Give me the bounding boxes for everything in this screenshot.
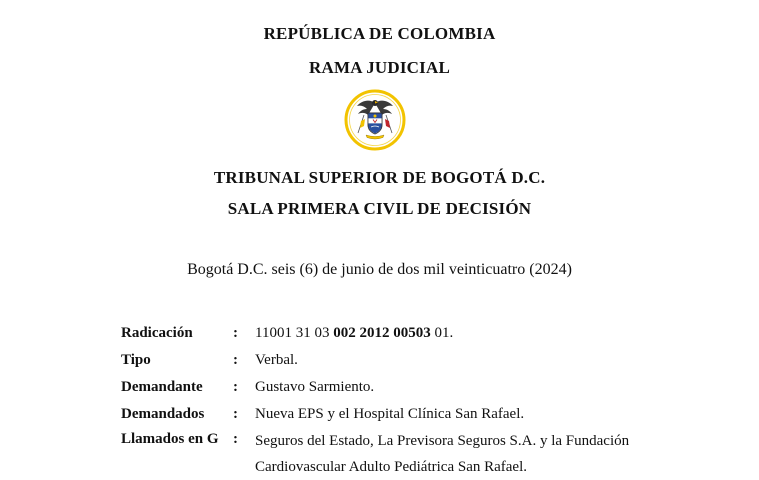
radicacion-value bbox=[255, 322, 453, 344]
radicacion-number: 002 2012 00503 bbox=[333, 325, 431, 341]
demandados-value: Nueva EPS y el Hospital Clínica San Rafael. bbox=[255, 406, 525, 422]
radicacion-label: Radicación bbox=[121, 325, 193, 341]
llamados-value: Seguros del Estado, La Previsora Seguros S.A. y la Fundación Cardiovascular Adulto Pediátrica San Rafael. bbox=[255, 433, 630, 475]
tipo-label: Tipo bbox=[121, 352, 151, 368]
demandados-colon: : bbox=[233, 406, 238, 422]
demandados-label: Demandados bbox=[121, 406, 205, 422]
llamados-label: Llamados en G bbox=[121, 431, 219, 447]
colombia-coat-of-arms-icon bbox=[344, 89, 406, 151]
llamados-colon: : bbox=[233, 431, 238, 447]
radicacion-prefix: 11001 31 03 bbox=[255, 325, 334, 341]
demandante-colon: : bbox=[233, 379, 238, 395]
demandante-value: Gustavo Sarmiento. bbox=[255, 379, 375, 395]
date-line: Bogotá D.C. seis (6) de junio de dos mil veinticuatro (2024) bbox=[187, 261, 572, 278]
header-country: REPÚBLICA DE COLOMBIA bbox=[263, 24, 496, 43]
header-court: TRIBUNAL SUPERIOR DE BOGOTÁ D.C. bbox=[213, 168, 546, 187]
demandante-label: Demandante bbox=[121, 379, 203, 395]
tipo-colon: : bbox=[233, 352, 238, 368]
header-chamber: SALA PRIMERA CIVIL DE DECISIÓN bbox=[227, 199, 532, 218]
radicacion-colon: : bbox=[233, 325, 238, 341]
header-branch: RAMA JUDICIAL bbox=[309, 58, 450, 77]
radicacion-suffix: 01. bbox=[430, 325, 454, 341]
tipo-value: Verbal. bbox=[255, 352, 298, 368]
